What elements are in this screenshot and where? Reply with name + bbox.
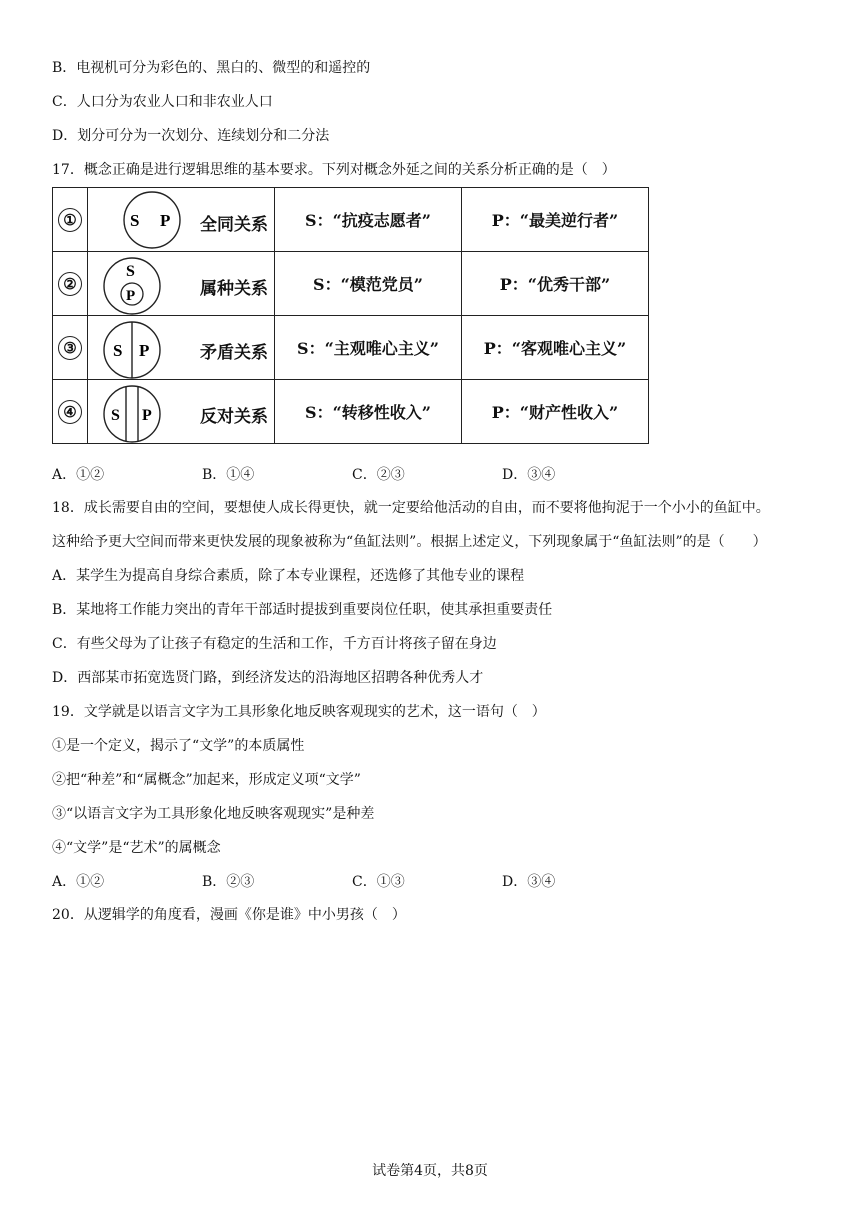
question-19-stem: 19．文学就是以语言文字为工具形象化地反映客观现实的艺术，这一语句（ ） [52, 704, 546, 720]
p-concept: P：“最美逆行者” [462, 188, 649, 252]
option-b[interactable]: B．①④ [202, 467, 255, 483]
row-number: ③ [58, 336, 82, 360]
p-concept: P：“财产性收入” [462, 380, 649, 444]
option-d[interactable]: D．③④ [502, 874, 556, 890]
identity-diagram [102, 190, 202, 250]
q18-option-c[interactable]: C．有些父母为了让孩子有稳定的生活和工作，千方百计将孩子留在身边 [52, 636, 497, 652]
diagram-s-label: S [130, 211, 140, 230]
q18-option-a[interactable]: A．某学生为提高自身综合素质，除了本专业课程，还选修了其他专业的课程 [52, 568, 525, 584]
option-a[interactable]: A．①② [52, 467, 105, 483]
p-concept: P：“客观唯心主义” [462, 316, 649, 380]
diagram-s-label: S [113, 341, 123, 360]
q18-option-d[interactable]: D．西部某市拓宽选贤门路，到经济发达的沿海地区招聘各种优秀人才 [52, 670, 484, 686]
question-18-stem-cont: 这种给予更大空间而带来更快发展的现象被称为“鱼缸法则”。根据上述定义，下列现象属于“鱼缸法则”的是（ ） [52, 534, 767, 550]
diagram-p-label: P [126, 288, 136, 304]
s-concept: S：“主观唯心主义” [275, 316, 462, 380]
genus-species-diagram [102, 254, 202, 316]
relation-label: 属种关系 [200, 279, 268, 299]
q19-statement-2: ②把“种差”和“属概念”加起来，形成定义项“文学” [52, 772, 361, 788]
table-row [53, 380, 649, 444]
option-c[interactable]: C．②③ [352, 467, 405, 483]
q17-relation-table [52, 187, 649, 444]
contradictory-diagram [102, 318, 202, 380]
q19-statement-4: ④“文学”是“艺术”的属概念 [52, 840, 221, 856]
table-row [53, 252, 649, 316]
option-b-line: B．电视机可分为彩色的、黑白的、微型的和遥控的 [52, 60, 371, 76]
s-concept: S：“抗疫志愿者” [275, 188, 462, 252]
option-b[interactable]: B．②③ [202, 874, 255, 890]
table-row [53, 188, 649, 252]
diagram-s-label: S [126, 263, 135, 280]
question-18-stem: 18．成长需要自由的空间，要想使人成长得更快，就一定要给他活动的自由，而不要将他拘泥于一个小小的鱼缸中。 [52, 500, 770, 516]
option-c-line: C．人口分为农业人口和非农业人口 [52, 94, 273, 110]
diagram-p-label: P [160, 211, 171, 230]
q19-statement-1: ①是一个定义，揭示了“文学”的本质属性 [52, 738, 305, 754]
option-c[interactable]: C．①③ [352, 874, 405, 890]
row-number: ② [58, 272, 82, 296]
diagram-p-label: P [142, 407, 152, 424]
option-d[interactable]: D．③④ [502, 467, 556, 483]
row-number: ④ [58, 400, 82, 424]
s-concept: S：“模范党员” [275, 252, 462, 316]
page-footer: 试卷第4页，共8页 [372, 1163, 488, 1179]
diagram-s-label: S [111, 407, 120, 424]
question-17-stem: 17．概念正确是进行逻辑思维的基本要求。下列对概念外延之间的关系分析正确的是（ ） [52, 162, 616, 178]
relation-label: 矛盾关系 [200, 343, 268, 363]
option-d-line: D．划分可分为一次划分、连续划分和二分法 [52, 128, 330, 144]
question-20-stem: 20．从逻辑学的角度看，漫画《你是谁》中小男孩（ ） [52, 907, 406, 923]
relation-label: 全同关系 [200, 215, 268, 235]
contrary-diagram [102, 382, 202, 444]
relation-label: 反对关系 [200, 407, 268, 427]
s-concept: S：“转移性收入” [275, 380, 462, 444]
diagram-p-label: P [139, 341, 150, 360]
option-a[interactable]: A．①② [52, 874, 105, 890]
q19-statement-3: ③“以语言文字为工具形象化地反映客观现实”是种差 [52, 806, 375, 822]
q18-option-b[interactable]: B．某地将工作能力突出的青年干部适时提拔到重要岗位任职，使其承担重要责任 [52, 602, 553, 618]
row-number: ① [58, 208, 82, 232]
p-concept: P：“优秀干部” [462, 252, 649, 316]
table-row [53, 316, 649, 380]
